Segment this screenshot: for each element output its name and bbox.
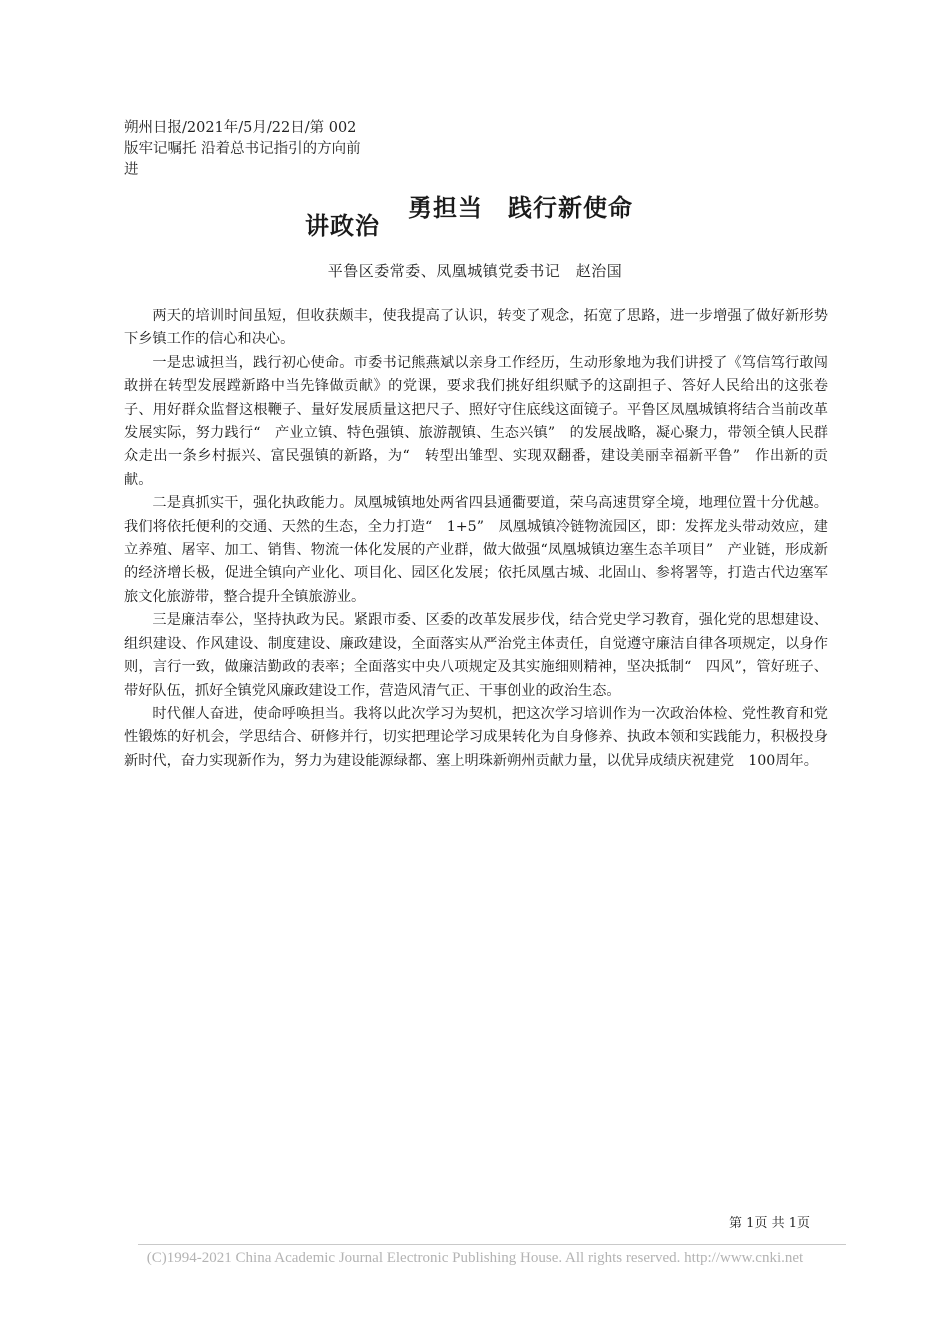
footer-divider [138, 1244, 846, 1245]
author-byline: 平鲁区委常委、凤凰城镇党委书记 赵治国 [327, 262, 623, 280]
page-indicator: 第 1页 共 1页 [729, 1216, 810, 1231]
source-line-2: 版牢记嘱托 沿着总书记指引的方向前 [124, 141, 361, 157]
article-title-main: 勇担当 践行新使命 [408, 194, 633, 222]
paragraph: 一是忠诚担当，践行初心使命。市委书记熊燕斌以亲身工作经历，生动形象地为我们讲授了《笃信笃行敢闯敢拼在转型发展蹚新路中当先锋做贡献》的党课，要求我们挑好组织赋予的这副担子、答好人民给出的这张卷子、用好群众监督这根鞭子、量好发展质量这把尺子、照好守住底线这面镜子。平鲁区凤凰城镇将结合当前改革发展实际，努力践行“ 产业立镇、特色强镇、旅游靓镇、生态兴镇” 的发展战略，凝心聚力，带领全镇人民群众走出一条乡村振兴、富民强镇的新路，为“ 转型出雏型、实现双翻番，建设美丽幸福新平鲁” 作出新的贡献。 [124, 354, 828, 488]
paragraph: 三是廉洁奉公，坚持执政为民。紧跟市委、区委的改革发展步伐，结合党史学习教育，强化党的思想建设、组织建设、作风建设、制度建设、廉政建设，全面落实从严治党主体责任，自觉遵守廉洁自律各项规定，以身作则，言行一致，做廉洁勤政的表率；全面落实中央八项规定及其实施细则精神，坚决抵制“ 四风”，管好班子、带好队伍，抓好全镇党风廉政建设工作，营造风清气正、干事创业的政治生态。 [124, 612, 828, 699]
article-body [124, 305, 828, 773]
paragraph: 二是真抓实干，强化执政能力。凤凰城镇地处两省四县通衢要道，荣乌高速贯穿全境，地理位置十分优越。我们将依托便利的交通、天然的生态，全力打造“ 1+5” 凤凰城镇冷链物流园区，即：发挥龙头带动效应，建立养殖、屠宰、加工、销售、物流一体化发展的产业群，做大做强“凤凰城镇边塞生态羊项目” 产业链，形成新的经济增长极，促进全镇向产业化、项目化、园区化发展；依托凤凰古城、北固山、参将署等，打造古代边塞军旅文化旅游带，整合提升全镇旅游业。 [124, 495, 828, 605]
copyright-notice: (C)1994-2021 China Academic Journal Electronic Publishing House. All rights reserved. http://www.cnki.net [146, 1250, 804, 1266]
paragraph: 两天的培训时间虽短，但收获颇丰，使我提高了认识，转变了观念，拓宽了思路，进一步增强了做好新形势下乡镇工作的信心和决心。 [124, 308, 828, 348]
paragraph: 时代催人奋进，使命呼唤担当。我将以此次学习为契机，把这次学习培训作为一次政治体检、党性教育和党性锻炼的好机会，学思结合、研修并行，切实把理论学习成果转化为自身修养、执政本领和实践能力，积极投身新时代，奋力实现新作为，努力为建设能源绿都、塞上明珠新朔州贡献力量，以优异成绩庆祝建党 100周年。 [124, 705, 828, 769]
source-line-3: 进 [124, 162, 139, 178]
source-citation [124, 118, 394, 181]
source-line-1: 朔州日报/2021年/5月/22日/第 002 [124, 120, 357, 136]
article-title-prefix: 讲政治 [305, 212, 380, 240]
